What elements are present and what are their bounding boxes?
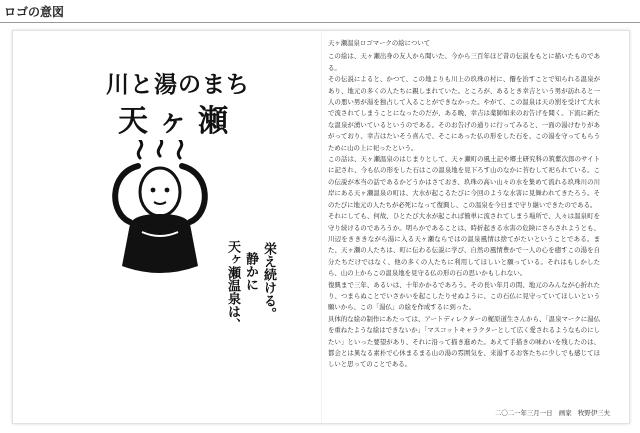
article-signature: 二〇二一年三月一日 画家 牧野伊三夫 xyxy=(494,409,610,417)
article-paragraph: 復興まで三年、あるいは、十年かかるであろう。その長い年月の間、地元のみんなが心折れたり、つまらぬことでいさかいを起こしたりせぬように、この石仏に見守っていてほしいという願いから、この「湯仏」の絵を作成するに到った。 xyxy=(328,280,600,312)
article-paragraph: その伝説によると、かつて、この地よりも川上の玖珠の村に、僊を治すことで知られる温泉があり、地元の多くの人たちに親しまれていた。ところが、あるとき幸吉という男が訪れると一人の悪い男が湯を独占して入ることができなかった。やがて、この温泉は天の罰を受けて大水で流されてしまうことになったのだが、ある晩、幸吉は薬師如来のお告げを聞く。下流に新たな温泉が湧いているというのである。そのお告げの通りに行ってみると、一面の湯けむりがあがっており、幸吉はたいそう喜んで、そこにあった仏の形をした石を、この湯を守ってもらうために山の上に祀ったという。 xyxy=(328,75,600,152)
tagline-line: 静かに xyxy=(243,252,258,291)
article-paragraph: それにしても、何故、ひとたび大水が起これば簡単に流されてしまう場所で、人々は温泉町を守り続けるのであろうか。明らかであることは、時折起きる水害の危険にさらされようとも、川辺をきききながら湯に入る天ヶ瀬ならではの温泉風情は捨てがたいということである。また、天ヶ瀬の人たちは、町に伝わる伝説に学び、自然の風情豊かで一人の心を癒すこの湯を自分たちだけではなく、他の多くの人たちに利用してほしいと願っている。それはもしかしたら、山の上からこの温泉地を見守る仏の形の石の思いかもしれない。 xyxy=(328,212,600,278)
yubotoke-mascot-icon xyxy=(100,140,220,285)
article-heading: 天ヶ瀬温泉ロゴマークの絵について xyxy=(328,39,431,47)
page-title: ロゴの意図 xyxy=(4,5,65,19)
article-paragraph: この話は、天ヶ瀬温泉のはじまりとして、天ヶ瀬町の風土記や郷土研究科の筑紫次郎のサイトに記され、今も仏の形をした石はこの温泉地を見下ろす山のなかに苔むして祀られている。この伝説が本当の話であるかどうかはさておき、玖珠の高い山々の水を集めて流れる玖珠川の川岸にある天ヶ瀬温泉の町は、大水が起こるたびに今回のような水害に見舞われてきたろう。そのたびに地元の人たちが必死になって復興し、この温泉を今日まで守り継いできたのである。 xyxy=(328,155,600,209)
logo-description xyxy=(328,38,600,371)
article-paragraph: 具体的な絵の制作にあたっては、アートディレクターの梶原道生さんから、「温泉マークに湯仏を重ねたような絵はできないか」「マスコットキャラクターとして広く愛されるようなものにしたい」といった要望があり、それに沿って描き進めた。あえて手描きの味わいを残したのは、都会とは異なる素朴で心休まるまる山の湯の雰囲気を、来湯するお客たちに少しでも感じてほしいと思ってのことである。 xyxy=(328,314,600,369)
logo-subtitle: 天ヶ瀬 xyxy=(118,104,238,139)
logo-title: 川と湯のまち xyxy=(106,71,250,98)
tagline-line: 栄え続ける。 xyxy=(261,242,276,320)
article-paragraph: この絵は、天ヶ瀬出身の友人から聞いた、今から三百年ほど昔の伝説をもとに描いたものである。 xyxy=(328,52,600,72)
page-fold xyxy=(321,31,322,423)
tagline-line: 天ヶ瀬温泉は、 xyxy=(225,240,240,331)
page-header xyxy=(0,0,640,23)
